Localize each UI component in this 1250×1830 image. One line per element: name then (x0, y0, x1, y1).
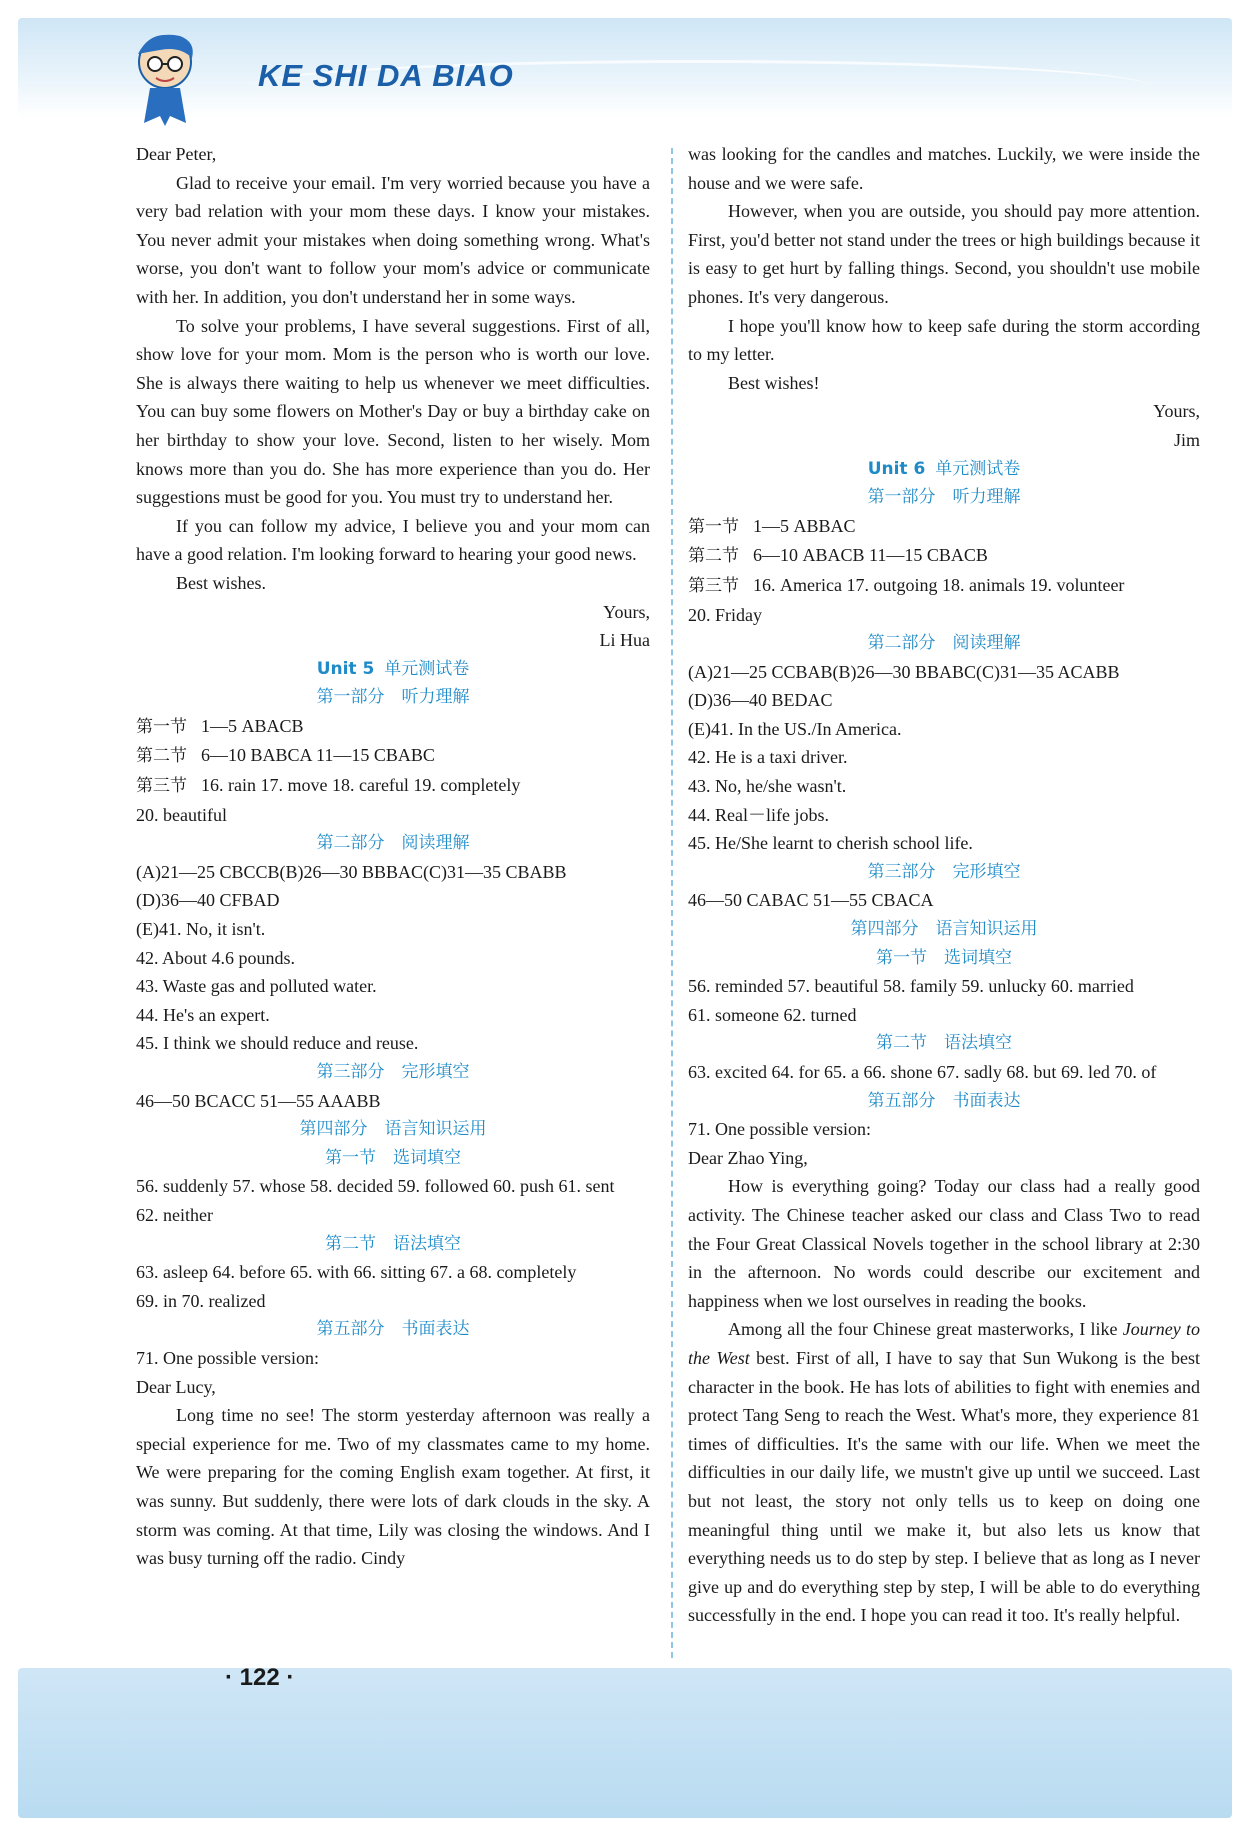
left-column (136, 140, 650, 1573)
column-divider (671, 148, 673, 1658)
answer-line: 44. Real－life jobs. (688, 804, 829, 825)
section-heading: 第一部分 听力理解 (316, 687, 470, 708)
answer-line: 20. beautiful (136, 804, 227, 825)
section-heading: 第三部分 完形填空 (867, 861, 1021, 882)
letter-paragraph: Best wishes! (728, 372, 820, 393)
book-title: Journey to the West (688, 1319, 1200, 1368)
section-heading: 第一部分 听力理解 (867, 487, 1021, 508)
section-heading: 第五部分 书面表达 (867, 1090, 1021, 1111)
letter-paragraph: Glad to receive your email. I'm very worried because you have a very bad relation with your mom these days. I know your mistakes. You never admit your mistakes when doing something wrong. What's worse, you don't want to follow your mom's advice or communicate with her. In addition, you don't understand her in some ways. (136, 172, 650, 307)
letter-closing: Yours, (1153, 401, 1200, 422)
answer-line: 第三节 16. rain 17. move 18. careful 19. completely (136, 775, 521, 797)
letter-paragraph: I hope you'll know how to keep safe during the storm according to my letter. (688, 315, 1200, 365)
letter-paragraph: To solve your problems, I have several suggestions. First of all, show love for your mom. Mom is the person who is worth our love. She is always there waiting to help us whenever we meet difficulties. You can buy some flowers on Mother's Day or buy a birthday cake on her birthday to show your love. Second, listen to her wisely. Mom knows more than you do. She has more experience than you do. Her suggestions must be good for you. You must try to understand her. (136, 315, 650, 508)
section-heading: 第二部分 阅读理解 (867, 633, 1021, 654)
footer-band (18, 1668, 1232, 1818)
letter-greeting: Dear Zhao Ying, (688, 1147, 808, 1168)
letter-paragraph: Among all the four Chinese great masterworks, I like Journey to the West best. First of all, I have to say that Sun Wukong is the best character in the book. He has lots of abilities to fight with enemies and protect Tang Seng to reach the West. What's more, they experience 81 times of difficulties. It's the same with our life. When we meet the difficulties in our daily life, we mustn't give up until we succeed. Last but not least, the story not only tells us to keep on doing one meaningful thing until we make it, but also lets us know that everything needs us to do step by step. I believe that as long as I never give up and do everything step by step, I will be able to do everything successfully in the end. I hope you can read it too. It's really helpful. (688, 1319, 1200, 1626)
letter-signature: Jim (1173, 429, 1200, 450)
answer-line: 71. One possible version: (136, 1347, 319, 1368)
answer-line: (E)41. No, it isn't. (136, 919, 266, 940)
brand-title: KE SHI DA BIAO (258, 58, 514, 93)
section-heading: 第二部分 阅读理解 (316, 833, 470, 854)
letter-closing: Yours, (603, 601, 650, 622)
answer-line: (D)36—40 BEDAC (688, 690, 833, 711)
answer-line: 46—50 CABAC 51—55 CBACA (688, 890, 934, 911)
section-heading: 第四部分 语言知识运用 (850, 919, 1038, 940)
unit-heading: Unit 5 单元测试卷 (316, 658, 470, 679)
letter-paragraph: Best wishes. (176, 572, 266, 593)
answer-line: 45. He/She learnt to cherish school life. (688, 833, 973, 854)
answer-line: 69. in 70. realized (136, 1290, 266, 1311)
section-heading: 第五部分 书面表达 (316, 1319, 470, 1340)
answer-line: (A)21—25 CCBAB(B)26—30 BBABC(C)31—35 ACABB (688, 661, 1120, 682)
letter-paragraph: How is everything going? Today our class had a really good activity. The Chinese teacher asked our class and Class Two to read the Four Great Classical Novels together in the school library at 2:30 in the afternoon. No words could describe our excitement and happiness when we lost ourselves in reading the books. (688, 1176, 1200, 1311)
letter-paragraph: If you can follow my advice, I believe you and your mom can have a good relation. I'm looking forward to hearing your good news. (136, 515, 650, 565)
answer-line: 43. Waste gas and polluted water. (136, 976, 377, 997)
answer-line: (E)41. In the US./In America. (688, 718, 902, 739)
answer-line: 44. He's an expert. (136, 1004, 270, 1025)
right-column (688, 140, 1200, 1630)
letter-paragraph: was looking for the candles and matches. Luckily, we were inside the house and we were safe. (688, 144, 1200, 193)
letter-greeting: Dear Lucy, (136, 1376, 216, 1397)
answer-line: 45. I think we should reduce and reuse. (136, 1033, 419, 1054)
answer-line: 61. someone 62. turned (688, 1004, 857, 1025)
subsection-heading: 第二节 语法填空 (325, 1233, 461, 1254)
answer-line: 第一节 1—5 ABACB (136, 715, 304, 737)
subsection-heading: 第一节 选词填空 (876, 947, 1012, 968)
section-heading: 第四部分 语言知识运用 (299, 1119, 487, 1140)
section-heading: 第三部分 完形填空 (316, 1062, 470, 1082)
answer-line: 第二节 6—10 BABCA 11—15 CBABC (136, 745, 435, 767)
answer-line: 62. neither (136, 1204, 213, 1225)
answer-line: 42. He is a taxi driver. (688, 747, 848, 768)
answer-line: 第二节 6—10 ABACB 11—15 CBACB (688, 545, 988, 567)
letter-signature: Li Hua (599, 630, 650, 651)
mascot-icon (120, 28, 210, 128)
answer-line: (A)21—25 CBCCB(B)26—30 BBBAC(C)31—35 CBABB (136, 861, 567, 882)
letter-paragraph: However, when you are outside, you should pay more attention. First, you'd better not stand under the trees or high buildings because it is easy to get hurt by falling things. Second, you shouldn't use mobile phones. It's very dangerous. (688, 201, 1200, 307)
answer-line: 63. excited 64. for 65. a 66. shone 67. sadly 68. but 69. led 70. of (688, 1062, 1157, 1082)
answer-line: 56. reminded 57. beautiful 58. family 59. unlucky 60. married (688, 976, 1134, 997)
answer-line: 71. One possible version: (688, 1119, 871, 1140)
letter-greeting: Dear Peter, (136, 144, 217, 164)
answer-line: 63. asleep 64. before 65. with 66. sitting 67. a 68. completely (136, 1262, 577, 1283)
answer-line: 20. Friday (688, 604, 762, 625)
answer-line: 第三节 16. America 17. outgoing 18. animals 19. volunteer (688, 574, 1125, 596)
subsection-heading: 第二节 语法填空 (876, 1033, 1012, 1054)
answer-line: 43. No, he/she wasn't. (688, 776, 847, 797)
answer-line: 56. suddenly 57. whose 58. decided 59. followed 60. push 61. sent (136, 1176, 615, 1197)
answer-line: (D)36—40 CFBAD (136, 890, 280, 911)
letter-paragraph: Long time no see! The storm yesterday afternoon was really a special experience for me. Two of my classmates came to my home. We were preparing for the coming English exam together. At first, it was sunny. But suddenly, there were lots of dark clouds in the sky. A storm was coming. At that time, Lily was closing the windows. And I was busy turning off the radio. Cindy (136, 1405, 650, 1569)
subsection-heading: 第一节 选词填空 (325, 1147, 461, 1168)
answer-line: 第一节 1—5 ABBAC (688, 515, 856, 537)
page-number: · 122 · (225, 1664, 295, 1691)
unit-heading: Unit 6 单元测试卷 (867, 458, 1021, 479)
answer-line: 42. About 4.6 pounds. (136, 947, 296, 968)
answer-line: 46—50 BCACC 51—55 AAABB (136, 1090, 381, 1111)
